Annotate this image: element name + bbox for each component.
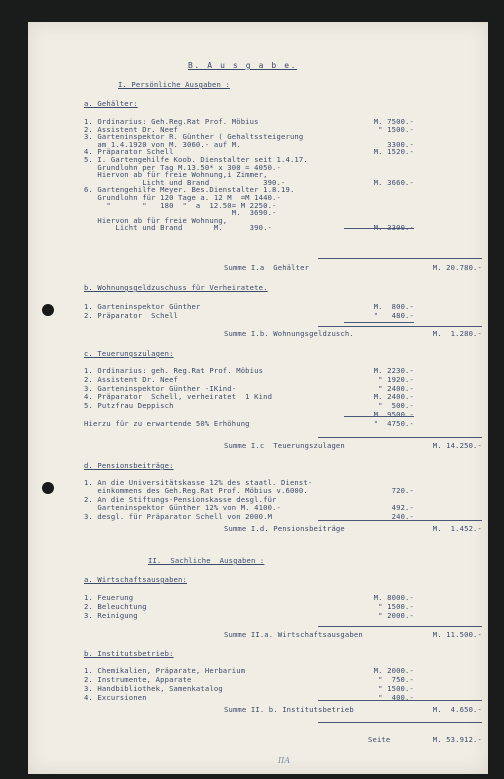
footer-label: Seite (368, 735, 391, 744)
sum-label: Summe I.b. Wohnungsgeldzusch. (224, 329, 354, 338)
item-amount: 240.- (391, 511, 414, 521)
item-text: " " 180 " a 12.50= M 2250.- (84, 200, 277, 210)
item-text: 1. Garteninspektor Günther (84, 302, 201, 311)
item-text: Licht und Brand M. 390.- (84, 223, 273, 233)
sum-value: M. 4.650.- (432, 705, 482, 714)
item-amount: " 2400.- (378, 383, 414, 393)
item-text: 2. Assistent Dr. Neef (84, 374, 179, 384)
item-amount: " 1500.- (378, 124, 414, 134)
item-text: 2. Instrumente, Apparate (84, 675, 192, 684)
sum-divider (318, 626, 482, 627)
item-text: 2. Assistent Dr. Neef (84, 124, 179, 134)
sum-label: Summe II. b. Institutsbetrieb (224, 705, 354, 714)
sum-value: M. 1.452.- (432, 524, 482, 533)
item-text: 3. Reinigung (84, 611, 138, 620)
subsection-title: b. Wohnungsgeldzuschuss für Verheiratete. (84, 283, 268, 292)
sum-divider (318, 520, 482, 521)
item-text: M. 3690.- (84, 208, 277, 218)
sum-value: M. 11.500.- (432, 630, 482, 639)
item-amount: M. 3660.- (373, 177, 414, 187)
item-text: 6. Gartengehilfe Meyer. Bes.Dienstalter 1.8.19. (84, 185, 295, 195)
item-text: 1. Ordinarius: Geh.Reg.Rat Prof. Möbius (84, 117, 259, 126)
punch-hole (42, 482, 54, 494)
item-text: 3. Handbibliothek, Samenkatalog (84, 684, 223, 693)
item-text: Licht und Brand 390.- (84, 177, 286, 187)
subsection-title: d. Pensionsbeiträge: (84, 461, 174, 470)
item-text: 4. Präparator Schell, verheiratet 1 Kind (84, 392, 273, 402)
item-amount: " 500.- (378, 401, 414, 411)
handwritten-mark: IIA (278, 756, 291, 765)
item-text: 5. Putzfrau Deppisch (84, 401, 174, 411)
sum-value: M. 14.250.- (432, 441, 482, 450)
item-amount: " 1500.- (378, 684, 414, 693)
subsection-title: b. Institutsbetrieb: (84, 649, 174, 658)
item-text: Grundlohn per Tag M.13.50* x 300 = 4050.- (84, 162, 281, 172)
item-amount: " 750.- (378, 675, 414, 684)
item-text: Garteninspektor Günther 12% von M. 4100.- (84, 503, 281, 513)
item-text: 2. Präparator Schell (84, 311, 179, 320)
item-text: 1. An die Universitätskasse 12% des staatl. Dienst- (84, 478, 313, 487)
subsection-title: c. Teuerungszulagen: (84, 349, 174, 358)
subsection-title: a. Wirtschaftsausgaben: (84, 575, 187, 584)
page-title: B. A u s g a b e. (188, 61, 298, 70)
item-text: 2. Beleuchtung (84, 602, 147, 611)
sum-label: Summe I.d. Pensionsbeiträge (224, 524, 345, 533)
item-amount: M. 9500.- (373, 410, 414, 419)
item-text: am 1.4.1920 von M. 3060.- auf M. (84, 139, 241, 149)
item-amount: " 1920.- (378, 374, 414, 384)
item-amount: 720.- (391, 486, 414, 496)
item-text: 3. Garteninspektor Günther -IKind- (84, 383, 237, 393)
section-title: II. Sachliche Ausgaben : (148, 556, 265, 565)
item-text: Grundlohn für 120 Tage a. 12 M =M 1440.- (84, 193, 281, 202)
sum-divider (318, 258, 482, 259)
item-text: 1. Feuerung (84, 593, 134, 602)
item-amount: " 400.- (378, 693, 414, 702)
item-text: 2. An die Stiftungs-Pensionskasse desgl.für (84, 494, 277, 504)
subtotal-divider (344, 322, 414, 323)
item-amount: M. 2230.- (373, 366, 414, 375)
sum-value: M. 20.780.- (432, 263, 482, 272)
item-amount: 3300.- (387, 139, 414, 149)
item-amount: " 2000.- (378, 611, 414, 620)
item-amount: 492.- (391, 503, 414, 513)
section-title: I. Persönliche Ausgaben : (118, 80, 230, 89)
sum-divider (318, 700, 482, 701)
item-text: Hiervon ab für freie Wohnung, (84, 215, 228, 225)
item-text: 1. Chemikalien, Präparate, Herbarium (84, 666, 246, 675)
item-amount: M. 1520.- (373, 147, 414, 157)
item-text: 3. desgl. für Präparator Schell von 2000.M (84, 511, 273, 521)
sum-label: Summe I.a Gehälter (224, 263, 310, 272)
item-text: 4. Excursionen (84, 693, 147, 702)
item-text: 5. I. Gartengehilfe Koob. Dienstalter seit 1.4.17. (84, 155, 308, 164)
subsection-title: a. Gehälter: (84, 99, 138, 108)
sum-value: M. 1.280.- (432, 329, 482, 338)
document-page (28, 22, 488, 774)
item-amount: M. 800.- (373, 302, 414, 311)
sum-label: Summe II.a. Wirtschaftsausgaben (224, 630, 363, 639)
item-amount: " 4750.- (373, 418, 414, 428)
subtotal-divider (344, 228, 414, 229)
item-amount: " 480.- (373, 311, 414, 320)
item-amount: M. 8000.- (373, 593, 414, 602)
item-amount: M. 2000.- (373, 666, 414, 675)
item-text: einkommens des Geh.Reg.Rat Prof. Möbius v.6000. (84, 486, 308, 496)
item-text: 4. Präparator Schell (84, 147, 174, 157)
punch-hole (42, 304, 54, 316)
footer-total: M. 53.912.- (432, 735, 482, 744)
item-amount: " 1500.- (378, 602, 414, 611)
item-amount: M. 2400.- (373, 392, 414, 402)
item-amount: M. 7500.- (373, 117, 414, 126)
item-amount: M. 3300.- (373, 223, 414, 233)
item-text: 3. Garteninspektor R. Günther ( Gehaltssteigerung (84, 132, 304, 142)
sum-divider (318, 326, 482, 327)
sum-divider (318, 437, 482, 438)
item-text: 1. Ordinarius: geh. Reg.Rat Prof. Möbius (84, 366, 264, 375)
subtotal-divider (344, 416, 414, 417)
item-text: Hierzu für zu erwartende 50% Erhöhung (84, 418, 250, 428)
total-divider (318, 722, 482, 723)
item-text: Hiervon ab für freie Wohnung,i Zimmer, (84, 170, 268, 180)
sum-label: Summe I.c Teuerungszulagen (224, 441, 345, 450)
